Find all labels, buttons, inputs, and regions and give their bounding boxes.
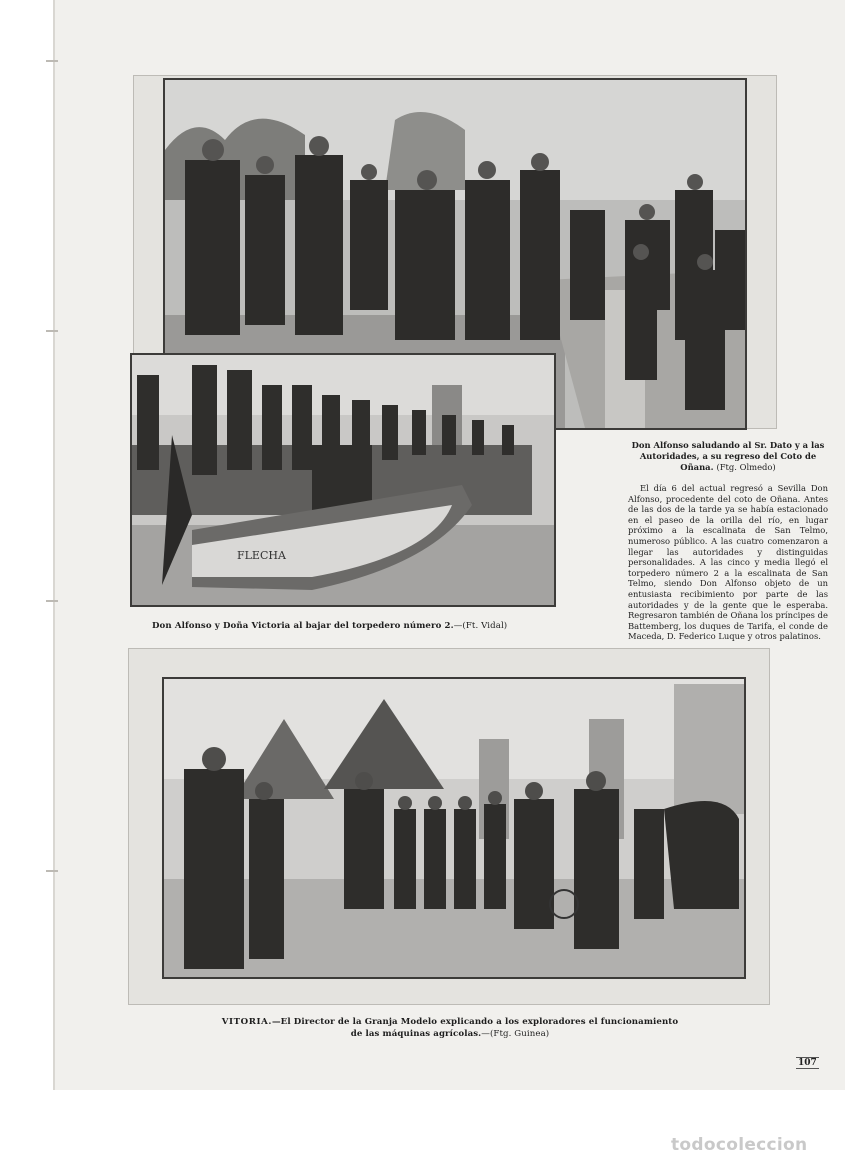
boat-name: FLECHA (237, 549, 286, 562)
caption-torpedero: Don Alfonso y Doña Victoria al bajar del torpedero número 2.—(Ft. Vidal) (152, 621, 508, 631)
article-body: El día 6 del actual regresó a Sevilla Don Alfonso, procedente del coto de Oñana. Antes de las dos de la tarde ya se había estacionado en el paseo de la orilla del río, en lugar próximo a la escalinata de San Telmo, numeroso público. A las cuatro comenzaron a llegar las autoridades y distinguidas personalidades. A las cinco y media llegó el torpedero número 2 a la escalinata de San Telmo, siendo Don Alfonso objeto de un entusiasta recibimiento por parte de las autoridades y de la gente que le esperaba. Regresaron también de Oñana los príncipes de Battemberg, los duques de Tarifa, el conde de Maceda, D. Federico Luque y otros palatinos. (628, 483, 828, 642)
binding-mark (46, 60, 58, 62)
article-column (628, 440, 828, 642)
binding-mark (46, 870, 58, 872)
magazine-page (55, 0, 845, 1090)
photo-granja-modelo (162, 677, 746, 979)
caption-granja: VITORIA.—El Director de la Granja Modelo explicando a los exploradores el funcionamiento de las máquinas agrícolas.—(Ftg. Guinea) (221, 1017, 679, 1039)
article-credit: (Ftg. Olmedo) (716, 462, 776, 472)
caption-granja-lead: VITORIA. (221, 1017, 272, 1027)
watermark-logo: todocoleccion (671, 1135, 808, 1155)
article-title: Don Alfonso saludando al Sr. Dato y a las Autoridades, a su regreso del Coto de Oñana. (Ftg. Olmedo) (631, 440, 825, 472)
page-number: 107 (798, 1058, 817, 1068)
binding-mark (46, 600, 58, 602)
photo-torpedero (130, 353, 556, 607)
binding-mark (46, 330, 58, 332)
